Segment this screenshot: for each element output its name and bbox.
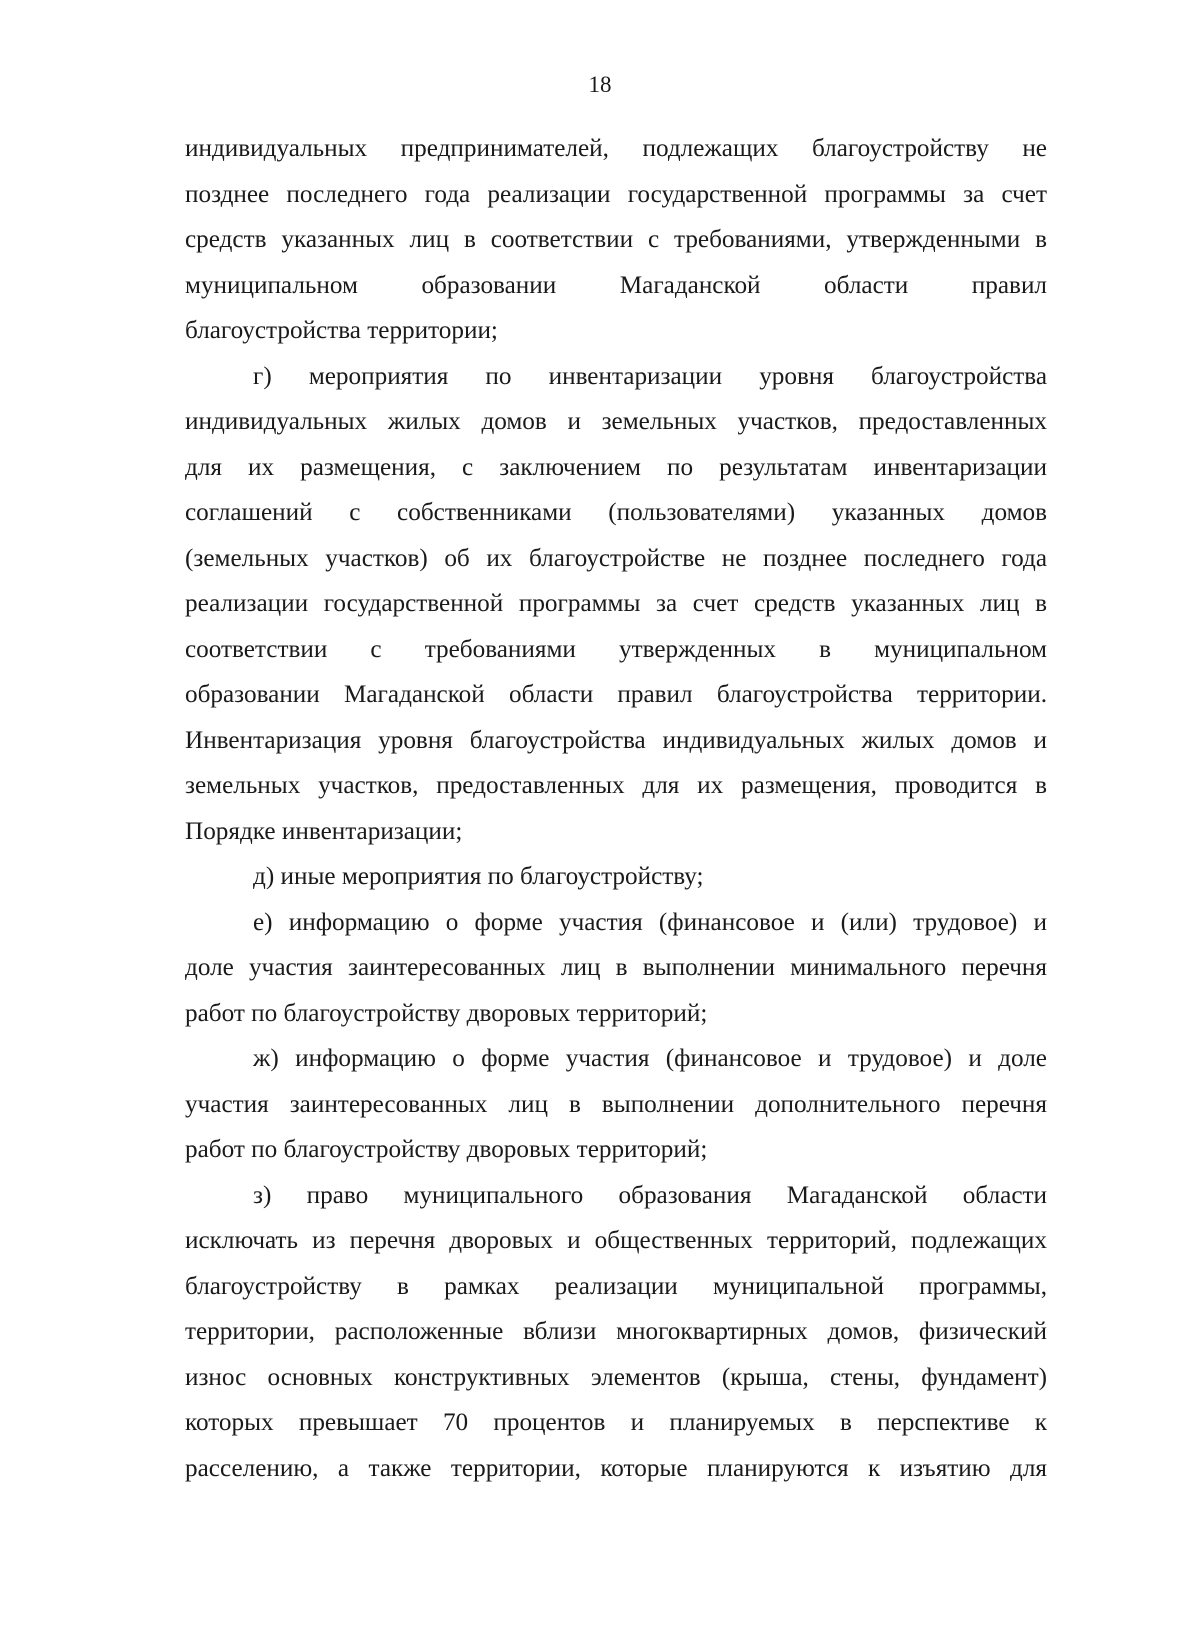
text-line: соглашений с собственниками (пользователями) указанных домов (185, 499, 1047, 526)
text-line: средств указанных лиц в соответствии с требованиями, утвержденными в (185, 226, 1047, 253)
text-line: работ по благоустройству дворовых территорий; (185, 1136, 708, 1163)
text-line: исключать из перечня дворовых и общественных территорий, подлежащих (185, 1227, 1047, 1254)
document-body (185, 126, 1047, 1491)
text-line: муниципальном образовании Магаданской области правил (185, 271, 1047, 299)
text-line: благоустройству в рамках реализации муниципальной программы, (185, 1272, 1047, 1300)
text-line: з) право муниципального образования Магаданской области (253, 1181, 1047, 1209)
paragraph-item-g (185, 354, 1047, 855)
text-line: территории, расположенные вблизи многоквартирных домов, физический (185, 1318, 1047, 1345)
text-line: реализации государственной программы за счет средств указанных лиц в (185, 590, 1047, 617)
paragraph-item-zh (185, 1036, 1047, 1173)
text-line: д) иные мероприятия по благоустройству; (253, 863, 704, 890)
text-line: ж) информацию о форме участия (финансовое и трудовое) и доле (253, 1045, 1047, 1072)
text-line: г) мероприятия по инвентаризации уровня благоустройства (253, 362, 1047, 390)
text-line: участия заинтересованных лиц в выполнении дополнительного перечня (185, 1090, 1047, 1118)
text-line: износ основных конструктивных элементов (крыша, стены, фундамент) (185, 1363, 1047, 1391)
text-line: доле участия заинтересованных лиц в выполнении минимального перечня (185, 954, 1047, 981)
text-line: которых превышает 70 процентов и планируемых в перспективе к (185, 1409, 1047, 1436)
text-line: е) информацию о форме участия (финансовое и (или) трудовое) и (253, 908, 1047, 936)
paragraph-item-d (185, 854, 1047, 900)
text-line: земельных участков, предоставленных для их размещения, проводится в (185, 772, 1047, 799)
text-line: работ по благоустройству дворовых территорий; (185, 999, 708, 1027)
text-line: для их размещения, с заключением по результатам инвентаризации (185, 453, 1047, 481)
paragraph-continuation (185, 126, 1047, 354)
text-line: Порядке инвентаризации; (185, 817, 463, 845)
text-line: соответствии с требованиями утвержденных в муниципальном (185, 635, 1047, 663)
text-line: индивидуальных предпринимателей, подлежащих благоустройству не (185, 135, 1047, 162)
text-line: Инвентаризация уровня благоустройства индивидуальных жилых домов и (185, 726, 1047, 754)
page-number: 18 (588, 72, 612, 97)
text-line: (земельных участков) об их благоустройстве не позднее последнего года (185, 544, 1047, 572)
text-line: индивидуальных жилых домов и земельных участков, предоставленных (185, 408, 1047, 435)
text-line: образовании Магаданской области правил благоустройства территории. (185, 681, 1047, 708)
paragraph-item-z (185, 1173, 1047, 1492)
text-line: расселению, а также территории, которые планируются к изъятию для (185, 1454, 1047, 1482)
paragraph-item-e (185, 900, 1047, 1037)
text-line: благоустройства территории; (185, 317, 498, 344)
text-line: позднее последнего года реализации государственной программы за счет (185, 180, 1047, 208)
